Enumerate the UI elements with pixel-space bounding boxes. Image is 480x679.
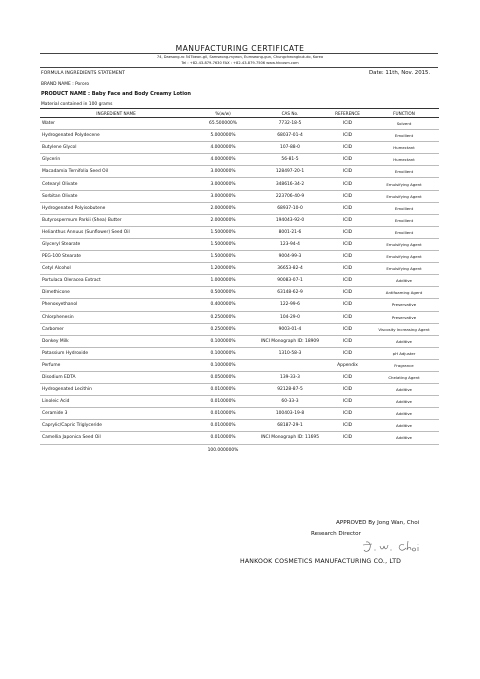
table-row bbox=[40, 323, 439, 335]
reference-cell: ICID bbox=[326, 142, 369, 154]
table-row bbox=[40, 335, 439, 347]
function-cell: Emollient bbox=[369, 166, 439, 178]
table-row bbox=[40, 251, 439, 263]
reference-cell: ICID bbox=[326, 384, 369, 396]
function-cell: Additive bbox=[369, 408, 439, 420]
ingredient-name-cell: Helianthus Annuus (Sunflower) Seed Oil bbox=[40, 226, 192, 238]
percent-cell: 1.000000% bbox=[192, 275, 254, 287]
cas-number-cell: 104-29-0 bbox=[254, 311, 326, 323]
table-row bbox=[40, 359, 439, 371]
approver-role: Research Director bbox=[311, 531, 361, 537]
ingredient-name-cell: Hydrogenated Polydecene bbox=[40, 130, 192, 142]
ingredient-name-cell: Macadamia Ternifolia Seed Oil bbox=[40, 166, 192, 178]
cas-number-cell: 63148-62-9 bbox=[254, 287, 326, 299]
cas-number-cell: 194043-92-0 bbox=[254, 214, 326, 226]
function-cell: Emollient bbox=[369, 130, 439, 142]
percent-cell: 3.000000% bbox=[192, 166, 254, 178]
reference-cell: ICID bbox=[326, 178, 369, 190]
function-cell: Humectant bbox=[369, 154, 439, 166]
total-row bbox=[40, 444, 439, 456]
percent-cell: 0.010000% bbox=[192, 396, 254, 408]
cas-number-cell: 139-33-3 bbox=[254, 371, 326, 383]
percent-cell: 0.010000% bbox=[192, 384, 254, 396]
reference-cell: ICID bbox=[326, 118, 369, 130]
product-name: PRODUCT NAME : Baby Face and Body Creamy Lotion bbox=[41, 91, 191, 97]
ingredient-name-cell: Water bbox=[40, 118, 192, 130]
percent-cell: 0.500000% bbox=[192, 287, 254, 299]
cas-number-cell: 100403-19-8 bbox=[254, 408, 326, 420]
table-row bbox=[40, 166, 439, 178]
cas-number-cell: 68937-10-0 bbox=[254, 202, 326, 214]
function-cell: Emollient bbox=[369, 226, 439, 238]
ingredient-name-cell: Dimethicone bbox=[40, 287, 192, 299]
function-cell: Emulsifying Agent bbox=[369, 251, 439, 263]
function-cell: Additive bbox=[369, 335, 439, 347]
certificate-date: Date: 11th, Nov. 2015. bbox=[369, 70, 431, 76]
cas-number-cell: 8001-21-6 bbox=[254, 226, 326, 238]
table-row bbox=[40, 432, 439, 444]
ingredient-name-cell: Sorbitan Olivate bbox=[40, 190, 192, 202]
empty-cell bbox=[254, 444, 326, 456]
cas-number-cell bbox=[254, 359, 326, 371]
percent-cell: 2.000000% bbox=[192, 202, 254, 214]
function-cell: Additive bbox=[369, 275, 439, 287]
ingredient-name-cell: Phenoxyethanol bbox=[40, 299, 192, 311]
reference-cell: ICID bbox=[326, 299, 369, 311]
col-header-ingredient: INGREDIENT NAME bbox=[40, 109, 192, 118]
function-cell: Humectant bbox=[369, 142, 439, 154]
percent-cell: 65.500000% bbox=[192, 118, 254, 130]
ingredient-name-cell: Cetearyl Olivate bbox=[40, 178, 192, 190]
brand-name: BRAND NAME : Pororo bbox=[41, 82, 90, 87]
company-contact: Tel : +82-43-879-7630 FAX : +82-43-879-7506 www.hkcosm.com bbox=[181, 61, 299, 65]
function-cell: Additive bbox=[369, 384, 439, 396]
cas-number-cell: 7732-18-5 bbox=[254, 118, 326, 130]
cas-number-cell: 1310-58-3 bbox=[254, 347, 326, 359]
title-divider bbox=[40, 53, 438, 54]
percent-cell: 0.250000% bbox=[192, 311, 254, 323]
table-row bbox=[40, 238, 439, 250]
reference-cell: ICID bbox=[326, 214, 369, 226]
cas-number-cell: 90083-07-1 bbox=[254, 275, 326, 287]
ingredients-body bbox=[40, 118, 439, 456]
reference-cell: ICID bbox=[326, 335, 369, 347]
cas-number-cell: 223706-40-9 bbox=[254, 190, 326, 202]
ingredient-name-cell: Cetyl Alcohol bbox=[40, 263, 192, 275]
empty-cell bbox=[326, 444, 369, 456]
ingredient-name-cell: Potassium Hydroxide bbox=[40, 347, 192, 359]
percent-cell: 0.010000% bbox=[192, 420, 254, 432]
cas-number-cell: 107-88-0 bbox=[254, 142, 326, 154]
function-cell: Fragrance bbox=[369, 359, 439, 371]
reference-cell: ICID bbox=[326, 226, 369, 238]
table-row bbox=[40, 396, 439, 408]
col-header-reference: REFERENCE bbox=[326, 109, 369, 118]
function-cell: Emulsifying Agent bbox=[369, 178, 439, 190]
table-header-row bbox=[40, 109, 439, 118]
function-cell: Solvent bbox=[369, 118, 439, 130]
ingredient-name-cell: Disodium EDTA bbox=[40, 371, 192, 383]
col-header-percent: %(w/w) bbox=[192, 109, 254, 118]
ingredient-name-cell: Glycerin bbox=[40, 154, 192, 166]
percent-cell: 1.500000% bbox=[192, 251, 254, 263]
table-row bbox=[40, 371, 439, 383]
ingredient-name-cell: Hydrogenated Polyisobutene bbox=[40, 202, 192, 214]
function-cell: Antifoaming Agent bbox=[369, 287, 439, 299]
reference-cell: ICID bbox=[326, 190, 369, 202]
total-percent: 100.000000% bbox=[207, 447, 239, 453]
percent-cell: 0.100000% bbox=[192, 359, 254, 371]
ingredient-name-cell: PEG-100 Stearate bbox=[40, 251, 192, 263]
function-cell: Emulsifying Agent bbox=[369, 190, 439, 202]
empty-cell bbox=[369, 444, 439, 456]
col-header-cas: CAS No. bbox=[254, 109, 326, 118]
ingredient-name-cell: Butyrospermum Parkii (Shea) Butter bbox=[40, 214, 192, 226]
table-row bbox=[40, 178, 439, 190]
function-cell: Viscosity Increasing Agent bbox=[369, 323, 439, 335]
cas-number-cell: 122-99-6 bbox=[254, 299, 326, 311]
company-address: 74, Daesong-ro 547beon-gil, Samseong-myeon, Eumseong-gun, Chungcheongbuk-do, Korea bbox=[156, 55, 324, 59]
ingredient-name-cell: Butylene Glycol bbox=[40, 142, 192, 154]
cas-number-cell: 60-33-3 bbox=[254, 396, 326, 408]
percent-cell: 3.000000% bbox=[192, 190, 254, 202]
percent-cell: 1.200000% bbox=[192, 263, 254, 275]
cas-number-cell: 36653-82-4 bbox=[254, 263, 326, 275]
reference-cell: ICID bbox=[326, 408, 369, 420]
cas-number-cell: 123-94-4 bbox=[254, 238, 326, 250]
ingredient-name-cell: Donkey Milk bbox=[40, 335, 192, 347]
ingredient-name-cell: Carbomer bbox=[40, 323, 192, 335]
table-row bbox=[40, 202, 439, 214]
function-cell: Emollient bbox=[369, 214, 439, 226]
ingredient-name-cell: Glyceryl Stearate bbox=[40, 238, 192, 250]
ingredients-table bbox=[40, 108, 439, 456]
reference-cell: ICID bbox=[326, 323, 369, 335]
ingredient-name-cell: Perfume bbox=[40, 359, 192, 371]
percent-cell: 1.500000% bbox=[192, 238, 254, 250]
reference-cell: ICID bbox=[326, 347, 369, 359]
ingredient-name-cell: Ceramide 3 bbox=[40, 408, 192, 420]
document-title: MANUFACTURING CERTIFICATE bbox=[175, 44, 305, 53]
cas-number-cell: 9003-01-4 bbox=[254, 323, 326, 335]
function-cell: Additive bbox=[369, 432, 439, 444]
material-note: Material contained in 100 grams bbox=[41, 102, 113, 107]
percent-cell: 0.100000% bbox=[192, 347, 254, 359]
table-row bbox=[40, 130, 439, 142]
ingredient-name-cell: Hydrogenated Lecithin bbox=[40, 384, 192, 396]
table-row bbox=[40, 287, 439, 299]
percent-cell: 1.500000% bbox=[192, 226, 254, 238]
cas-number-cell: 9004-99-3 bbox=[254, 251, 326, 263]
percent-cell: 3.000000% bbox=[192, 178, 254, 190]
cas-number-cell: INCI Monograph ID: 18909 bbox=[254, 335, 326, 347]
reference-cell: ICID bbox=[326, 275, 369, 287]
function-cell: Preservative bbox=[369, 299, 439, 311]
header-divider bbox=[40, 67, 438, 68]
reference-cell: ICID bbox=[326, 154, 369, 166]
approved-by: APPROVED By Jong Wan, Choi bbox=[336, 520, 420, 526]
table-row bbox=[40, 311, 439, 323]
cas-number-cell: 56-81-5 bbox=[254, 154, 326, 166]
percent-cell: 0.050000% bbox=[192, 371, 254, 383]
reference-cell: ICID bbox=[326, 166, 369, 178]
table-row bbox=[40, 142, 439, 154]
cas-number-cell: 348616-34-2 bbox=[254, 178, 326, 190]
reference-cell: Appendix bbox=[326, 359, 369, 371]
percent-cell: 4.000000% bbox=[192, 142, 254, 154]
function-cell: Emollient bbox=[369, 202, 439, 214]
table-row bbox=[40, 118, 439, 130]
cas-number-cell: 68037-01-4 bbox=[254, 130, 326, 142]
table-row bbox=[40, 263, 439, 275]
reference-cell: ICID bbox=[326, 432, 369, 444]
reference-cell: ICID bbox=[326, 396, 369, 408]
ingredient-name-cell: Portulaca Oleracea Extract bbox=[40, 275, 192, 287]
ingredient-name-cell: Linoleic Acid bbox=[40, 396, 192, 408]
reference-cell: ICID bbox=[326, 130, 369, 142]
table-row bbox=[40, 408, 439, 420]
function-cell: Additive bbox=[369, 396, 439, 408]
function-cell: Emulsifying Agent bbox=[369, 238, 439, 250]
company-name: HANKOOK COSMETICS MANUFACTURING CO., LTD bbox=[240, 558, 402, 565]
percent-cell: 0.010000% bbox=[192, 432, 254, 444]
reference-cell: ICID bbox=[326, 263, 369, 275]
ingredient-name-cell: Caprylic/Capric Triglyceride bbox=[40, 420, 192, 432]
function-cell: Chelating Agent bbox=[369, 371, 439, 383]
function-cell: Preservative bbox=[369, 311, 439, 323]
col-header-function: FUNCTION bbox=[369, 109, 439, 118]
percent-cell: 0.400000% bbox=[192, 299, 254, 311]
table-row bbox=[40, 347, 439, 359]
reference-cell: ICID bbox=[326, 251, 369, 263]
percent-cell: 4.000000% bbox=[192, 154, 254, 166]
cas-number-cell: 128497-20-1 bbox=[254, 166, 326, 178]
cas-number-cell: INCI Monograph ID: 11695 bbox=[254, 432, 326, 444]
table-row bbox=[40, 299, 439, 311]
ingredient-name-cell: Chlorphenesin bbox=[40, 311, 192, 323]
table-row bbox=[40, 214, 439, 226]
reference-cell: ICID bbox=[326, 371, 369, 383]
reference-cell: ICID bbox=[326, 420, 369, 432]
reference-cell: ICID bbox=[326, 238, 369, 250]
reference-cell: ICID bbox=[326, 311, 369, 323]
table-row bbox=[40, 420, 439, 432]
handwritten-signature bbox=[360, 538, 440, 556]
percent-cell: 0.010000% bbox=[192, 408, 254, 420]
formula-label: FORMULA INGREDIENTS STATEMENT bbox=[41, 71, 125, 76]
empty-cell bbox=[40, 444, 192, 456]
cas-number-cell: 92128-87-5 bbox=[254, 384, 326, 396]
ingredient-name-cell: Camellia Japonica Seed Oil bbox=[40, 432, 192, 444]
table-row bbox=[40, 275, 439, 287]
reference-cell: ICID bbox=[326, 202, 369, 214]
table-row bbox=[40, 154, 439, 166]
cas-number-cell: 68187-29-1 bbox=[254, 420, 326, 432]
function-cell: Additive bbox=[369, 420, 439, 432]
percent-cell: 2.000000% bbox=[192, 214, 254, 226]
table-row bbox=[40, 384, 439, 396]
function-cell: Emulsifying Agent bbox=[369, 263, 439, 275]
table-row bbox=[40, 226, 439, 238]
table-row bbox=[40, 190, 439, 202]
function-cell: pH Adjuster bbox=[369, 347, 439, 359]
reference-cell: ICID bbox=[326, 287, 369, 299]
percent-cell: 0.100000% bbox=[192, 335, 254, 347]
percent-cell: 5.000000% bbox=[192, 130, 254, 142]
percent-cell: 0.250000% bbox=[192, 323, 254, 335]
